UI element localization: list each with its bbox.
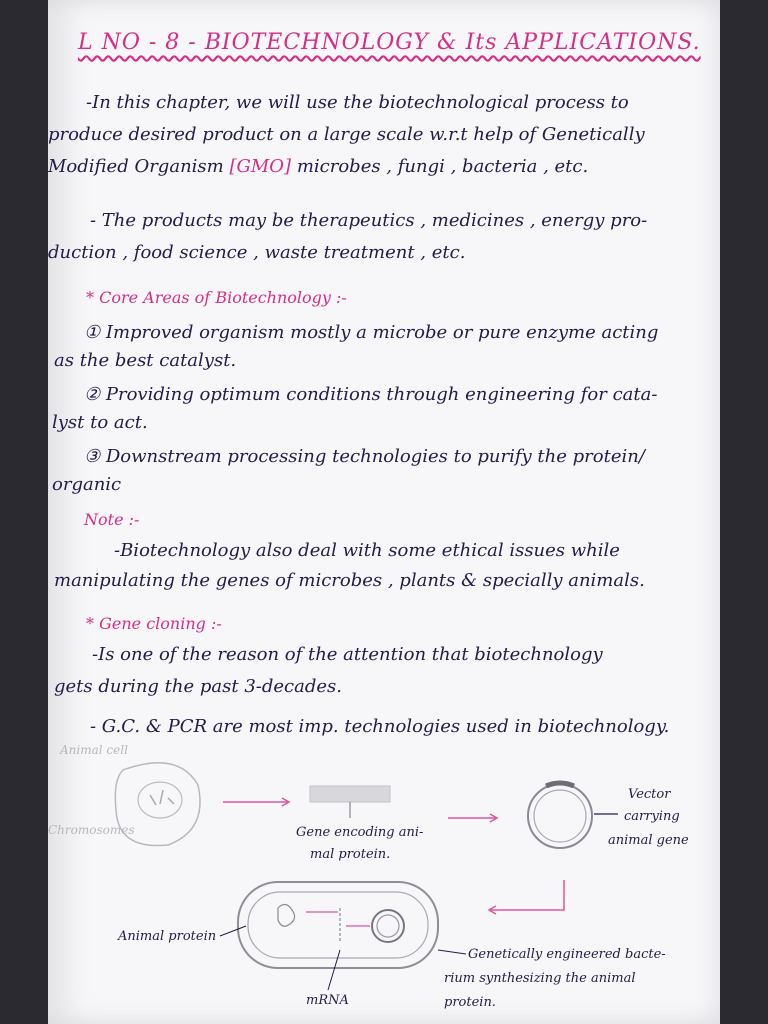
gmo-abbreviation: [GMO] — [229, 156, 292, 177]
bacterium-label-line-2: rium synthesizing the animal — [444, 971, 636, 986]
notebook-page — [48, 0, 720, 1024]
vector-label-line-3: animal gene — [608, 833, 689, 848]
mrna-label: mRNA — [306, 993, 349, 1008]
note-heading: Note :- — [84, 510, 140, 529]
gene-cloning-heading: * Gene cloning :- — [86, 614, 222, 633]
vector-label-line-1: Vector — [628, 787, 671, 802]
arrow-vector-to-bacterium — [490, 880, 564, 910]
intro-line-1: -In this chapter, we will use the biotechnological process to — [86, 92, 629, 113]
vector-label-line-2: carrying — [624, 809, 680, 824]
vector-plasmid — [528, 784, 592, 848]
intro-line-3 — [48, 156, 588, 177]
animal-protein-label: Animal protein — [118, 929, 217, 944]
core-item-1-line-2: as the best catalyst. — [54, 350, 237, 371]
chromosome-label: Chromosomes — [48, 823, 135, 837]
core-item-2-line-2: lyst to act. — [52, 412, 148, 433]
gene-cloning-diagram — [48, 740, 720, 1024]
note-line-2: manipulating the genes of microbes , plants & specially animals. — [54, 570, 645, 591]
products-line-1: - The products may be therapeutics , medicines , energy pro- — [90, 210, 648, 231]
gene-cloning-line-1: -Is one of the reason of the attention that biotechnology — [92, 644, 603, 665]
core-item-3-line-1: ③ Downstream processing technologies to purify the protein/ — [84, 446, 645, 467]
intro-line-2: produce desired product on a large scale w.r.t help of Genetically — [48, 124, 645, 145]
intro-line-3-prefix: Modified Organism — [48, 156, 224, 177]
bacterium-label-line-3: protein. — [444, 995, 496, 1010]
core-item-1-line-1: ① Improved organism mostly a microbe or pure enzyme acting — [84, 322, 659, 343]
intro-line-3-suffix: microbes , fungi , bacteria , etc. — [296, 156, 589, 177]
gene-cloning-line-3: - G.C. & PCR are most imp. technologies used in biotechnology. — [90, 716, 670, 737]
gene-label-line-1: Gene encoding ani- — [296, 825, 424, 840]
core-item-3-line-2: organic — [52, 474, 122, 495]
core-item-2-line-1: ② Providing optimum conditions through engineering for cata- — [84, 384, 658, 405]
core-areas-heading: * Core Areas of Biotechnology :- — [86, 288, 347, 307]
page-title: L NO - 8 - BIOTECHNOLOGY & Its APPLICATIONS. — [78, 30, 701, 55]
gene-cloning-line-2: gets during the past 3-decades. — [54, 676, 342, 697]
gene-label-line-2: mal protein. — [310, 847, 391, 862]
gene-segment — [310, 786, 390, 802]
note-line-1: -Biotechnology also deal with some ethical issues while — [114, 540, 620, 561]
products-line-2: duction , food science , waste treatment , etc. — [48, 242, 466, 263]
protein-blob — [278, 904, 295, 926]
bacterium-label-line-1: Genetically engineered bacte- — [468, 947, 666, 962]
animal-cell-label: Animal cell — [60, 743, 128, 757]
